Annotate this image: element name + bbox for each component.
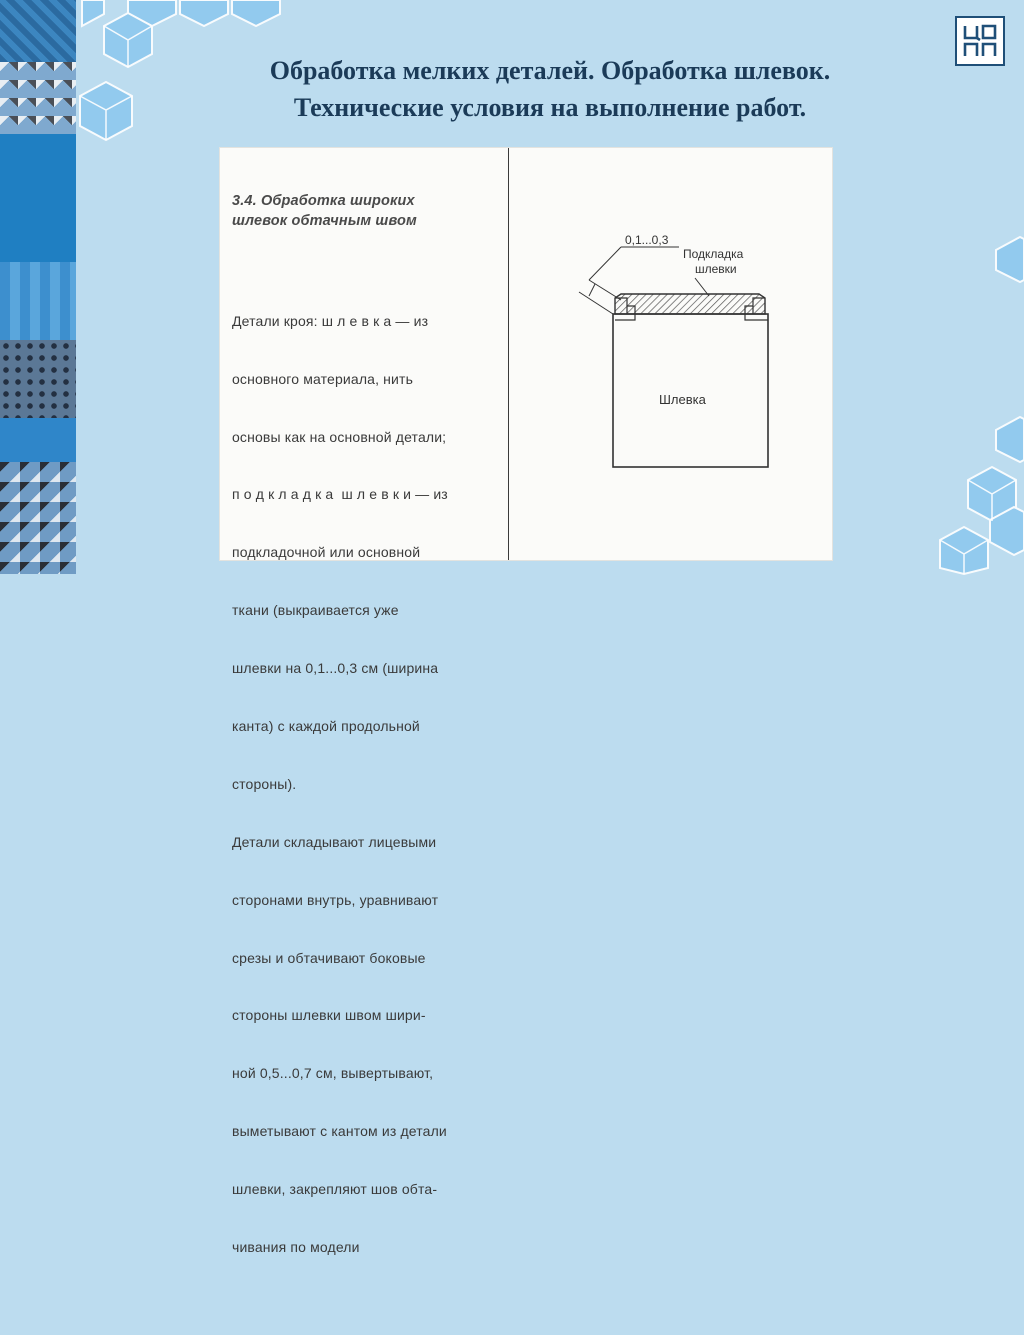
- text-line: ной 0,5...0,7 см, вывертывают,: [232, 1065, 434, 1082]
- text-line: ткани (выкраивается уже: [232, 602, 399, 619]
- text-line: шлевки, закрепляют шов обта-: [232, 1181, 438, 1198]
- text-line: стороны).: [232, 775, 297, 792]
- dimension-leader: [589, 247, 621, 280]
- cube-icon: [180, 0, 228, 26]
- dimension-leader: [589, 280, 621, 300]
- scan-text-column: [232, 152, 504, 1335]
- text-line: чивания по модели: [232, 1239, 360, 1256]
- title-line-1: Обработка мелких деталей. Обработка шлевок.: [269, 56, 831, 85]
- loop-outline: [613, 314, 768, 467]
- text-line: канта) с каждой продольной: [232, 718, 420, 735]
- body-text: [232, 273, 504, 1296]
- title-line-2: Технические условия на выполнение работ.: [293, 93, 807, 122]
- lining-label-line-2: шлевки: [695, 262, 737, 276]
- cube-icon: [996, 237, 1024, 282]
- text-line: подкладочной или основной: [232, 544, 421, 561]
- logo-icon: [955, 16, 1005, 66]
- lining-label-line-1: Подкладка: [683, 247, 744, 261]
- lining-leader: [695, 278, 709, 296]
- text-line: Детали кроя: ш л е в к а — из: [232, 312, 429, 329]
- slide-title: [130, 52, 970, 126]
- text-line: п о д к л а д к а ш л е в к и — из: [232, 486, 448, 503]
- text-line: основного материала, нить: [232, 370, 414, 387]
- text-line: выметывают с кантом из детали: [232, 1123, 447, 1140]
- belt-loop-diagram: [509, 148, 832, 560]
- lining-strip: [615, 294, 765, 314]
- dimension-leader: [579, 292, 613, 314]
- text-line: основы как на основной детали;: [232, 428, 447, 445]
- text-line: стороны шлевки швом шири-: [232, 1007, 426, 1024]
- loop-label: Шлевка: [659, 392, 706, 407]
- text-line: сторонами внутрь, уравнивают: [232, 891, 439, 908]
- dimension-arrow: [589, 284, 595, 296]
- textbook-scan: [220, 148, 832, 1256]
- section-heading: 3.4. Обработка широких шлевок обтачным швом: [232, 192, 417, 229]
- text-line: Детали складывают лицевыми: [232, 833, 437, 850]
- text-line: шлевки на 0,1...0,3 см (ширина: [232, 660, 439, 677]
- cube-icon: [996, 417, 1024, 462]
- cube-icon: [82, 0, 104, 26]
- cube-icon: [232, 0, 280, 26]
- dimension-label: 0,1...0,3: [625, 233, 669, 247]
- text-line: срезы и обтачивают боковые: [232, 949, 426, 966]
